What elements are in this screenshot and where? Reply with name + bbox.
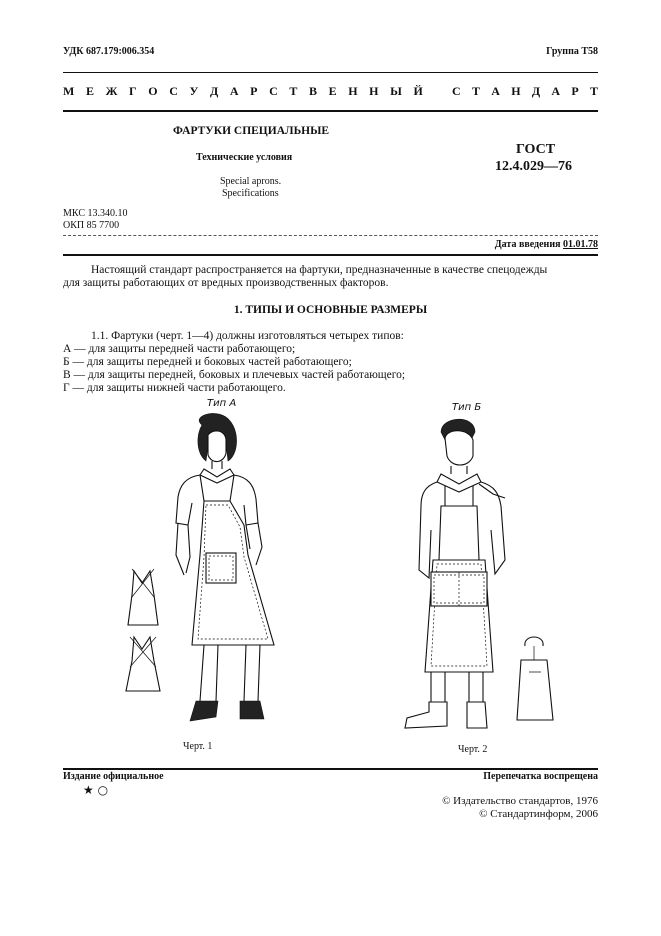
banner-word1-letter: С — [269, 84, 278, 98]
figure-1-apron-type-a — [120, 405, 310, 735]
reprint-notice: Перепечатка воспрещена — [483, 771, 598, 782]
gost-label: ГОСТ — [516, 142, 556, 157]
edition-marks: ★ ○ — [83, 783, 109, 797]
english-title-line2: Specifications — [222, 188, 279, 199]
fig1-caption: Черт. 1 — [183, 741, 213, 752]
banner-word1-letter: Д — [209, 84, 219, 98]
intro-date-value: 01.01.78 — [563, 239, 598, 250]
fig2-caption: Черт. 2 — [458, 744, 488, 755]
banner-word-interstate — [63, 84, 423, 99]
banner-word1-letter: О — [148, 84, 158, 98]
mks-code: МКС 13.340.10 — [63, 208, 128, 219]
group-code: Группа Т58 — [546, 46, 598, 57]
banner-word1-letter: А — [229, 84, 239, 98]
intro-line-2: для защиты работающих от вредных производственных факторов. — [63, 277, 389, 289]
gost-number: 12.4.029—76 — [495, 159, 572, 174]
section-line-5: Г — для защиты нижней части работающего. — [63, 382, 286, 394]
banner-word-standard — [452, 84, 598, 99]
intro-date — [495, 239, 598, 250]
banner-word2-letter: А — [491, 84, 500, 98]
document-title: ФАРТУКИ СПЕЦИАЛЬНЫЕ — [173, 125, 330, 137]
banner-word2-letter: Д — [531, 84, 541, 98]
banner-word1-letter: Ы — [390, 84, 402, 98]
section-line-4: В — для защиты передней, боковых и плечевых частей работающего; — [63, 369, 406, 381]
banner-word1-letter: Г — [129, 84, 137, 98]
banner-word1-letter: С — [169, 84, 178, 98]
official-edition: Издание официальное — [63, 771, 164, 782]
banner-word2-letter: А — [551, 84, 561, 98]
banner-word1-letter: Е — [328, 84, 337, 98]
section-line-2: А — для защиты передней части работающего; — [63, 343, 296, 355]
okp-code: ОКП 85 7700 — [63, 220, 120, 231]
banner-word1-letter: Е — [85, 84, 94, 98]
banner-word2-letter: Т — [589, 84, 598, 98]
section-line-3: Б — для защиты передней и боковых частей работающего; — [63, 356, 352, 368]
banner-word1-letter: М — [63, 84, 75, 98]
english-title-line1: Special aprons. — [220, 176, 282, 187]
banner-word1-letter: Р — [250, 84, 258, 98]
intro-line-1: Настоящий стандарт распространяется на фартуки, предназначенные в качестве спецодежды — [91, 264, 548, 276]
banner-word2-letter: С — [452, 84, 461, 98]
top-rule — [63, 72, 598, 73]
udk-code: УДК 687.179:006.354 — [63, 46, 155, 57]
copyright-standartinform: © Стандартинформ, 2006 — [479, 808, 598, 820]
date-rule — [63, 254, 598, 256]
banner-word1-letter: Й — [413, 84, 423, 98]
section-heading: 1. ТИПЫ И ОСНОВНЫЕ РАЗМЕРЫ — [233, 304, 428, 316]
copyright-publisher: © Издательство стандартов, 1976 — [442, 795, 598, 807]
banner-word2-letter: Р — [571, 84, 579, 98]
banner-word2-letter: Т — [471, 84, 480, 98]
document-subtitle: Технические условия — [196, 152, 293, 163]
banner-word1-letter: Т — [289, 84, 298, 98]
banner-word1-letter: В — [308, 84, 317, 98]
banner-word1-letter: Ж — [105, 84, 118, 98]
interstate-standard-banner — [63, 84, 598, 100]
banner-word1-letter: Н — [369, 84, 379, 98]
banner-word1-letter: Н — [348, 84, 358, 98]
banner-rule — [63, 110, 598, 112]
figure-2-apron-type-b — [395, 410, 575, 740]
banner-word1-letter: У — [189, 84, 199, 98]
section-line-1: 1.1. Фартуки (черт. 1—4) должны изготовляться четырех типов: — [91, 330, 404, 342]
fig1-type-label: Тип А — [207, 398, 237, 409]
footer-rule — [63, 768, 598, 770]
banner-word2-letter: Н — [511, 84, 521, 98]
intro-date-label: Дата введения — [494, 239, 561, 250]
separator-rule — [63, 235, 598, 236]
fig2-type-label: Тип Б — [452, 402, 482, 413]
